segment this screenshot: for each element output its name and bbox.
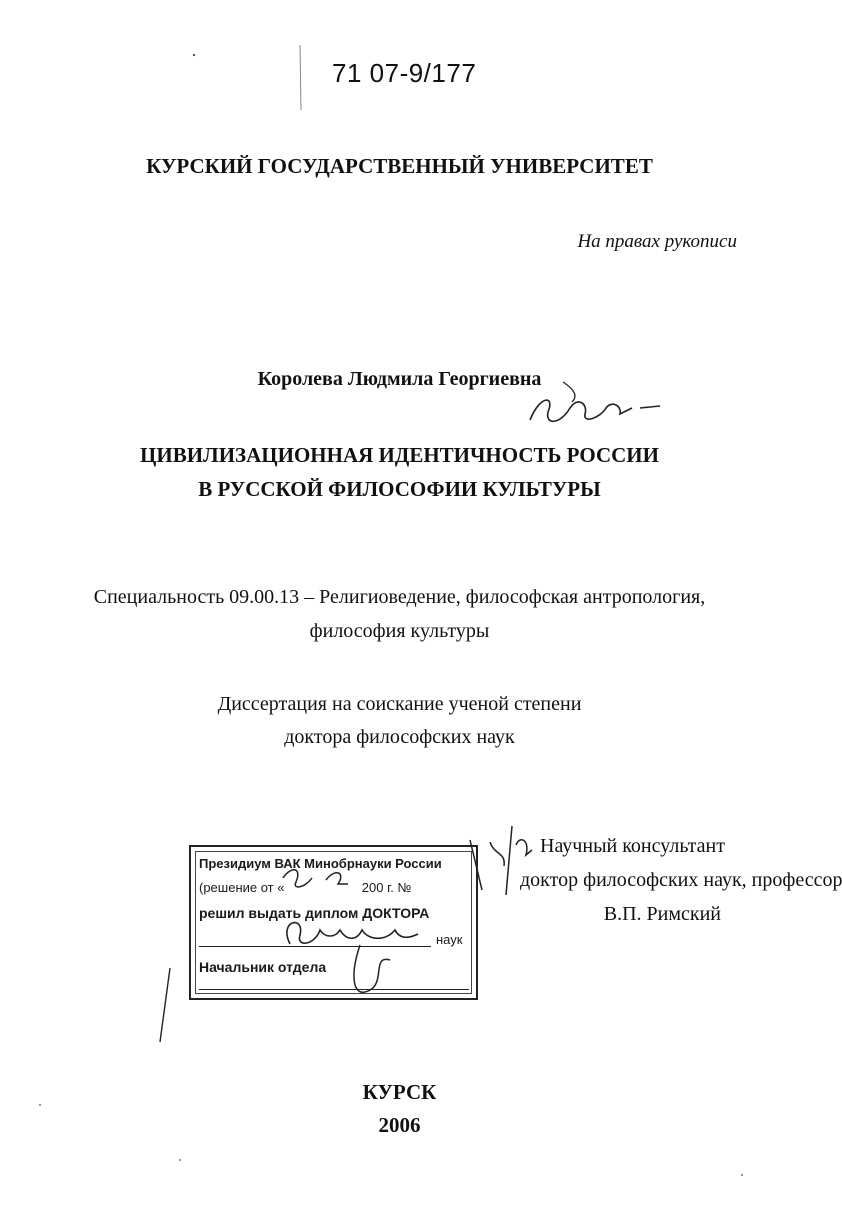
consultant-name: В.П. Римский — [603, 903, 721, 925]
consultant-degree: доктор философских наук, профессор — [520, 869, 842, 891]
rights-note: На правах рукописи — [577, 231, 737, 252]
stamp-decision-prefix: (решение от « — [199, 880, 285, 895]
stamp-line-nauk: наук — [436, 932, 463, 947]
speck — [741, 1174, 743, 1176]
stamp-decision-year: 200 — [361, 880, 384, 895]
margin-stroke — [160, 968, 170, 1042]
title-line-2: В РУССКОЙ ФИЛОСОФИИ КУЛЬТУРЫ — [198, 477, 601, 501]
degree-line-2: доктора философских наук — [284, 726, 515, 748]
city-year — [0, 1076, 799, 1142]
stamp-date-handwriting — [283, 870, 312, 887]
city: КУРСК — [362, 1080, 437, 1104]
margin-mark — [300, 45, 301, 110]
university-name: КУРСКИЙ ГОСУДАРСТВЕННЫЙ УНИВЕРСИТЕТ — [146, 154, 653, 178]
stamp-line-presidium: Президиум ВАК Минобрнауки России — [199, 856, 442, 871]
specialty-line-1: Специальность 09.00.13 – Религиоведение, философская антропология, — [93, 586, 706, 608]
stamp-head-signature-icon — [354, 945, 390, 992]
specialty-line-2: философия культуры — [309, 620, 490, 642]
stamp-line-head: Начальник отдела — [199, 959, 327, 975]
stamp-decision-number: г. № — [387, 880, 412, 895]
speck — [193, 54, 195, 56]
title-line-1: ЦИВИЛИЗАЦИОННАЯ ИДЕНТИЧНОСТЬ РОССИИ — [140, 443, 659, 467]
author-name: Королева Людмила Георгиевна — [257, 368, 542, 390]
speck — [179, 1159, 181, 1161]
signature-flourish — [563, 382, 575, 402]
stamp-month-handwriting — [326, 873, 348, 884]
stamp-line-diploma: решил выдать диплом ДОКТОРА — [199, 905, 430, 921]
degree-line-1: Диссертация на соискание ученой степени — [217, 693, 582, 715]
author-signature-icon — [530, 400, 660, 421]
registration-handwriting — [470, 826, 532, 895]
archive-code: 71 07-9/177 — [332, 58, 477, 88]
year: 2006 — [378, 1113, 421, 1137]
stamp-field-handwriting — [287, 923, 418, 944]
consultant-role: Научный консультант — [540, 835, 725, 857]
